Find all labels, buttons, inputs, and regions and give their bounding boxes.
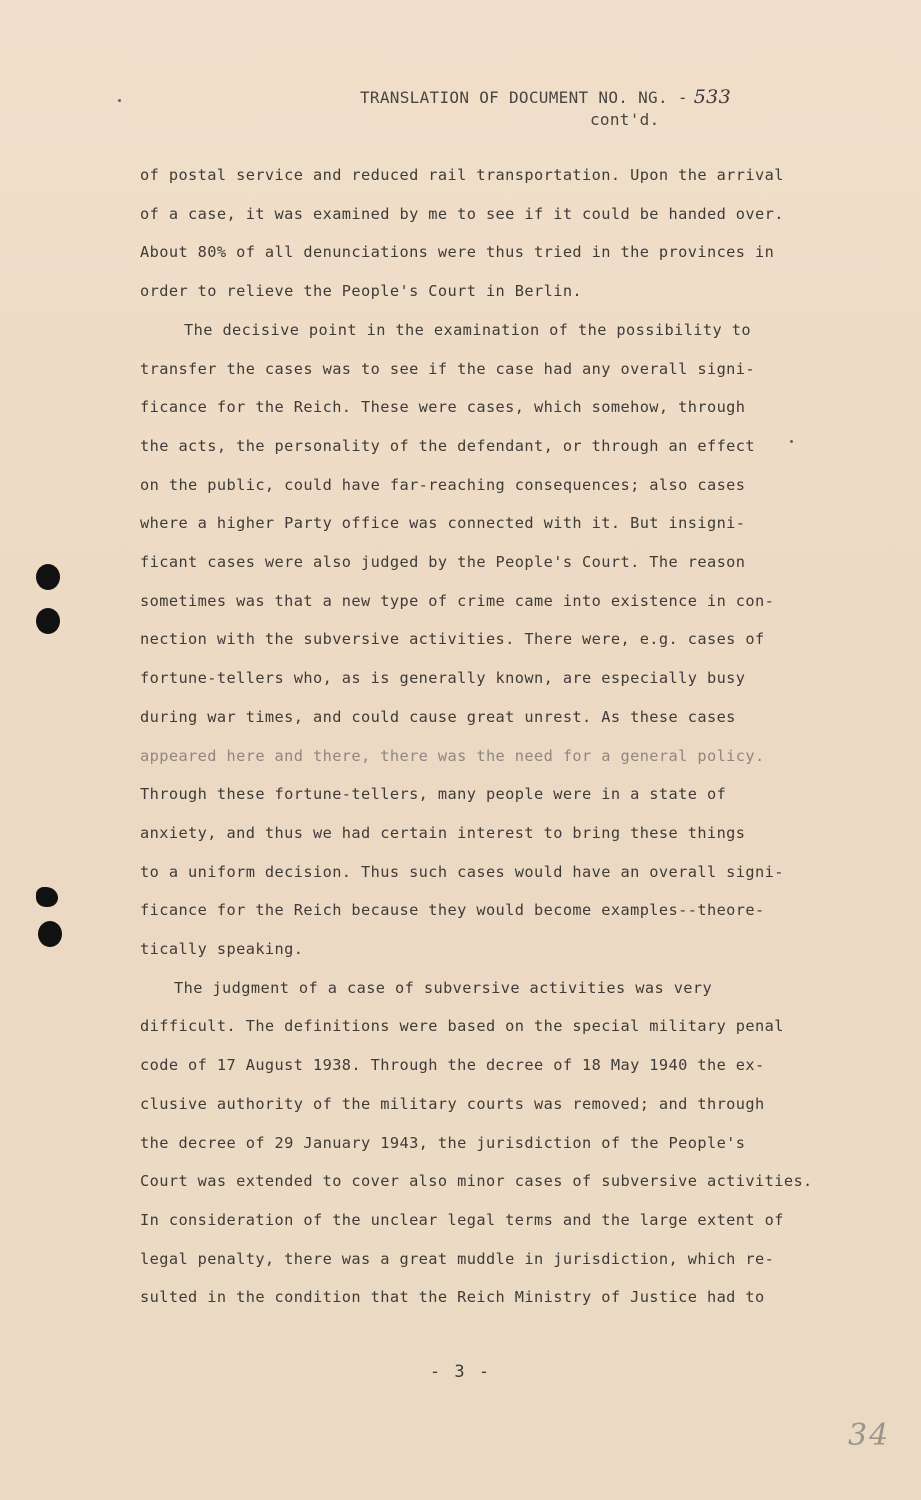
text-line: code of 17 August 1938. Through the decree of 18 May 1940 the ex- (140, 1056, 765, 1075)
punch-hole (38, 921, 62, 947)
document-body (140, 156, 852, 1317)
punch-hole (36, 887, 58, 907)
paper-speck (790, 440, 793, 443)
punch-hole (36, 608, 60, 634)
text-line: sulted in the condition that the Reich Ministry of Justice had to (140, 1288, 765, 1307)
paragraph-1 (140, 156, 852, 311)
folio-number: 34 (848, 1418, 891, 1453)
text-line: to a uniform decision. Thus such cases would have an overall signi- (140, 862, 784, 881)
text-line: ficance for the Reich. These were cases, which somehow, through (140, 398, 746, 417)
text-line: where a higher Party office was connected with it. But insigni- (140, 514, 746, 533)
page-number: - 3 - (429, 1362, 492, 1382)
header-title-text: TRANSLATION OF DOCUMENT NO. NG. - (360, 88, 688, 107)
text-line: tically speaking. (140, 940, 304, 959)
text-line: ficance for the Reich because they would become examples--theore- (140, 901, 765, 920)
text-line: order to relieve the People's Court in Berlin. (140, 282, 583, 301)
text-line: sometimes was that a new type of crime came into existence in con- (140, 591, 775, 610)
text-line: of postal service and reduced rail transportation. Upon the arrival (140, 166, 784, 184)
text-line: the decree of 29 January 1943, the jurisdiction of the People's (140, 1133, 746, 1152)
text-line: anxiety, and thus we had certain interest to bring these things (140, 823, 746, 842)
text-line: About 80% of all denunciations were thus tried in the provinces in (140, 243, 775, 262)
text-line: appeared here and there, there was the need for a general policy. (140, 746, 765, 765)
paragraph-2 (140, 311, 852, 969)
text-line: the acts, the personality of the defendant, or through an effect (140, 436, 756, 455)
text-line: Through these fortune-tellers, many people were in a state of (140, 785, 727, 804)
text-line: on the public, could have far-reaching consequences; also cases (140, 475, 746, 494)
header-title (360, 86, 780, 108)
text-line: of a case, it was examined by me to see if it could be handed over. (140, 204, 784, 223)
header-continuation: cont'd. (590, 110, 660, 129)
paper-speck (118, 99, 121, 102)
document-header (360, 86, 780, 129)
text-line: nection with the subversive activities. There were, e.g. cases of (140, 630, 765, 649)
punch-hole (36, 564, 60, 590)
text-line: clusive authority of the military courts was removed; and through (140, 1094, 765, 1113)
text-line: ficant cases were also judged by the People's Court. The reason (140, 553, 746, 572)
text-line: In consideration of the unclear legal terms and the large extent of (140, 1210, 784, 1229)
header-doc-number: 533 (693, 86, 731, 108)
text-line: Court was extended to cover also minor cases of subversive activities. (140, 1172, 813, 1191)
text-line: difficult. The definitions were based on the special military penal (140, 1017, 784, 1036)
text-line: during war times, and could cause great unrest. As these cases (140, 707, 736, 726)
text-line: transfer the cases was to see if the case had any overall signi- (140, 359, 756, 378)
text-line: fortune-tellers who, as is generally known, are especially busy (140, 669, 746, 688)
text-line: The decisive point in the examination of the possibility to (184, 320, 751, 339)
text-line: legal penalty, there was a great muddle in jurisdiction, which re- (140, 1249, 775, 1268)
text-line: The judgment of a case of subversive activities was very (174, 978, 713, 997)
paragraph-3 (140, 969, 852, 1317)
